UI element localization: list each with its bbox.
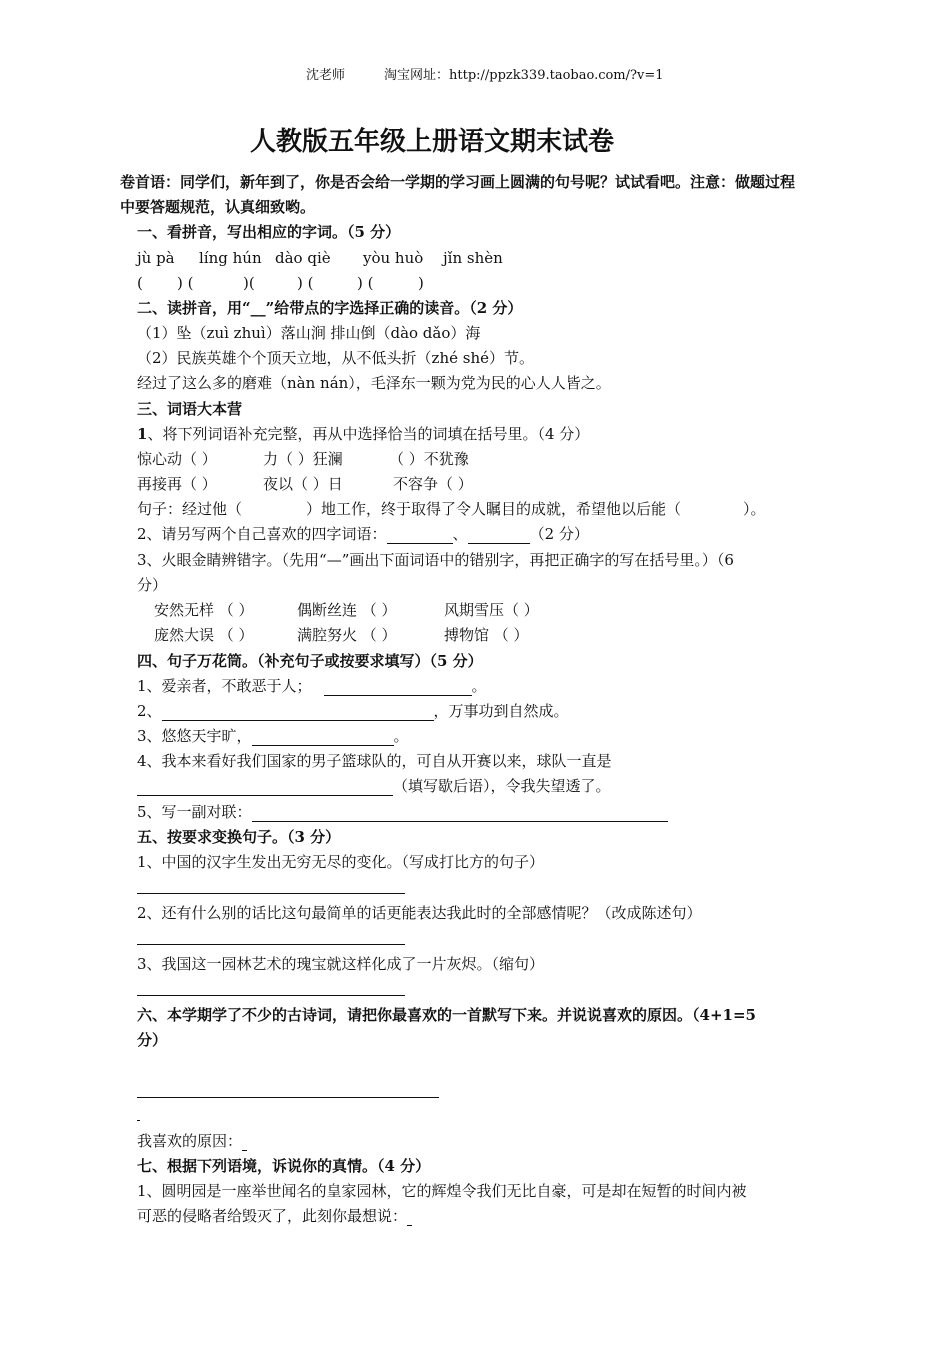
- s4-q5-text: 5、写一副对联：: [137, 803, 252, 821]
- s3-q3-line-2: 分）: [137, 576, 168, 594]
- section-7-heading: 七、根据下列语境，诉说你的真情。（4 分）: [137, 1157, 431, 1175]
- s4-q1-end: 。: [471, 677, 487, 695]
- s4-q2-end: ，万事功到自然成。: [433, 702, 569, 720]
- word-item: （ ）不犹豫: [389, 450, 469, 468]
- s3-q1: [137, 424, 589, 444]
- box-2-close: )(: [243, 274, 255, 292]
- s3-q1-number: 1: [137, 425, 148, 443]
- typo-item: 满腔努火 （ ）: [297, 626, 397, 644]
- s3-q2-blank-1[interactable]: [387, 527, 453, 544]
- typo-item: 安然无样 （ ）: [154, 601, 254, 619]
- s4-q3-blank[interactable]: [252, 729, 394, 746]
- s3-q2-score: （2 分）: [529, 525, 589, 543]
- section-6-heading-line-2: 分）: [137, 1031, 168, 1049]
- s5-q1-answer-line[interactable]: [137, 893, 405, 894]
- section-5-heading: 五、按要求变换句子。（3 分）: [137, 828, 341, 846]
- s2-line-3: 经过了这么多的磨难（nàn nán），毛泽东一颗为党为民的心人人皆之。: [137, 374, 611, 392]
- s4-q5-blank[interactable]: [252, 805, 668, 822]
- box-3-close: ) (: [297, 274, 314, 292]
- s4-q1: [137, 676, 487, 696]
- pinyin-2: líng hún: [199, 249, 262, 267]
- box-5-close: ): [418, 274, 424, 292]
- pinyin-4: yòu huò: [363, 249, 424, 267]
- s4-q3-end: 。: [393, 727, 409, 745]
- s3-sentence: [137, 499, 766, 519]
- s6-reason: [137, 1131, 247, 1151]
- s4-q3-text: 3、悠悠天宇旷，: [137, 727, 252, 745]
- s4-q5: [137, 802, 668, 822]
- box-4-close: ) (: [357, 274, 374, 292]
- pinyin-5: jǐn shèn: [443, 249, 503, 267]
- s7-q1-blank[interactable]: [407, 1209, 412, 1226]
- s6-poem-answer-line[interactable]: [137, 1097, 439, 1098]
- s4-q1-text: 1、爱亲者，不敢恶于人；: [137, 677, 312, 695]
- s5-q3: 3、我国这一园林艺术的瑰宝就这样化成了一片灰烬。（缩句）: [137, 955, 545, 973]
- box-1-close: ) (: [177, 274, 194, 292]
- word-item: 惊心动（ ）: [137, 450, 217, 468]
- word-item: 力（ ）狂澜: [263, 450, 343, 468]
- s6-reason-label: 我喜欢的原因：: [137, 1132, 243, 1150]
- s6-tick-mark: [137, 1120, 140, 1121]
- section-2-heading: 二、读拼音，用“__”给带点的字选择正确的读音。（2 分）: [137, 299, 523, 317]
- s3-q2-sep: 、: [452, 525, 468, 543]
- intro-line-1: 卷首语：同学们，新年到了，你是否会给一学期的学习画上圆满的句号呢？试试看吧。注意：做题过程: [120, 173, 796, 191]
- s7-q1-line-2-text: 可恶的侵略者给毁灭了，此刻你最想说：: [137, 1207, 408, 1225]
- s3-q3-line-1: 3、火眼金睛辨错字。（先用“—”画出下面词语中的错别字，再把正确字的写在括号里。）（6: [137, 551, 734, 569]
- section-1-heading: 一、看拼音，写出相应的字词。（5 分）: [137, 223, 401, 241]
- s7-q1-line-1: 1、圆明园是一座举世闻名的皇家园林，它的辉煌令我们无比自豪，可是却在短暂的时间内被: [137, 1182, 747, 1200]
- typo-item: 风期雪压（ ）: [444, 601, 539, 619]
- s5-q3-answer-line[interactable]: [137, 995, 405, 996]
- header-teacher: 沈老师: [306, 68, 346, 83]
- s2-line-1: （1）坠（zuì zhuì）落山涧 排山倒（dào dǎo）海: [137, 324, 481, 342]
- s6-reason-blank[interactable]: [242, 1134, 247, 1151]
- s2-line-2: （2）民族英雄个个顶天立地，从不低头折（zhé shé）节。: [137, 349, 534, 367]
- pinyin-3: dào qiè: [275, 249, 331, 267]
- page-title: 人教版五年级上册语文期末试卷: [250, 127, 615, 157]
- s4-q2-blank[interactable]: [162, 704, 434, 721]
- s4-q4-line-1: 4、我本来看好我们国家的男子篮球队的，可自从开赛以来，球队一直是: [137, 752, 612, 770]
- typo-item: 搏物馆 （ ）: [444, 626, 529, 644]
- header-shop-url: 淘宝网址：http://ppzk339.taobao.com/?v=1: [384, 68, 664, 83]
- word-item: 不容争（ ）: [393, 475, 473, 493]
- intro-line-2: 中要答题规范，认真细致哟。: [120, 198, 316, 216]
- s5-q2-answer-line[interactable]: [137, 944, 405, 945]
- s3-q1-text: 、将下列词语补充完整，再从中选择恰当的词填在括号里。（4 分）: [147, 425, 590, 443]
- box-1-open: (: [137, 274, 143, 292]
- s4-q4-blank[interactable]: [137, 779, 393, 796]
- s4-q2-text: 2、: [137, 702, 162, 720]
- word-item: 再接再（ ）: [137, 475, 217, 493]
- s3-q2-text: 2、请另写两个自己喜欢的四字词语：: [137, 525, 387, 543]
- section-6-heading-line-1: 六、本学期学了不少的古诗词，请把你最喜欢的一首默写下来。并说说喜欢的原因。（4+1=5: [137, 1006, 756, 1024]
- s5-q1: 1、中国的汉字生发出无穷无尽的变化。（写成打比方的句子）: [137, 853, 545, 871]
- s5-q2: 2、还有什么别的话比这句最简单的话更能表达我此时的全部感情呢？（改成陈述句）: [137, 904, 702, 922]
- pinyin-1: jù pà: [137, 249, 175, 267]
- word-item: 夜以（ ）日: [263, 475, 343, 493]
- s4-q4-end: （填写歇后语），令我失望透了。: [393, 777, 611, 795]
- s3-sentence-a: 句子：经过他（: [137, 500, 243, 518]
- s4-q1-blank[interactable]: [324, 679, 472, 696]
- s4-q2: [137, 701, 569, 721]
- s4-q3: [137, 726, 409, 746]
- s3-q2-blank-2[interactable]: [468, 527, 530, 544]
- typo-item: 庞然大误 （ ）: [154, 626, 254, 644]
- s3-q2: [137, 524, 589, 544]
- section-3-heading: 三、词语大本营: [137, 400, 243, 418]
- s4-q4-line-2: [137, 776, 611, 796]
- s3-sentence-b: ）地工作，终于取得了令人瞩目的成就，希望他以后能（: [306, 500, 682, 518]
- s7-q1-line-2: [137, 1206, 412, 1226]
- section-4-heading: 四、句子万花筒。（补充句子或按要求填写）（5 分）: [137, 652, 483, 670]
- typo-item: 偶断丝连 （ ）: [297, 601, 397, 619]
- s3-sentence-c: ）。: [743, 500, 766, 518]
